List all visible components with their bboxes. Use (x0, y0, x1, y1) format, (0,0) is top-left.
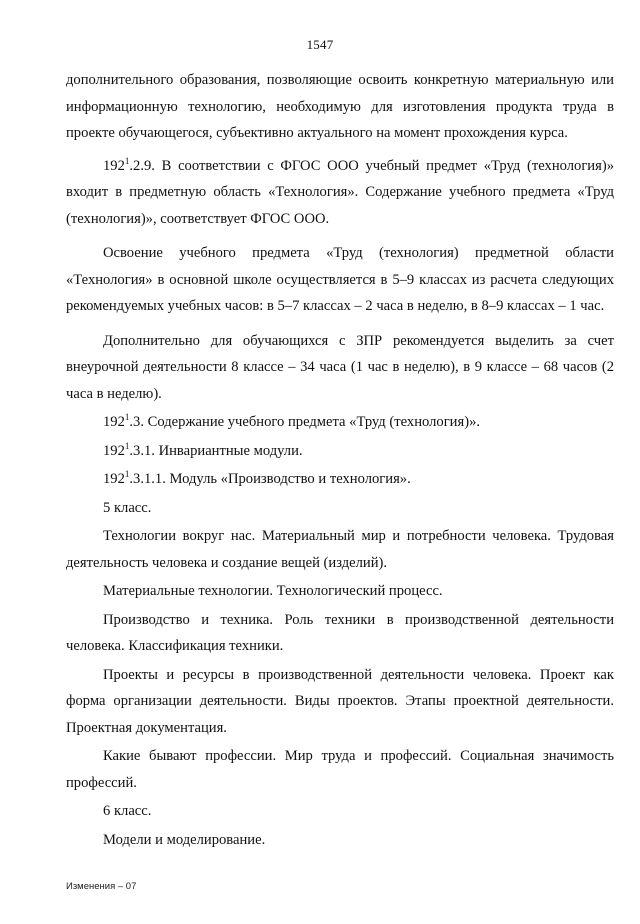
section-superscript: 1 (124, 440, 130, 451)
section-superscript: 1 (124, 155, 130, 166)
section-number: 192 (103, 414, 125, 430)
paragraph-production-and-technique: Производство и техника. Роль техники в производственной деятельности человека. Классификация техники. (66, 611, 614, 654)
paragraph-grade-6: 6 класс. (103, 803, 152, 819)
paragraph-text: .3.1.1. Модуль «Производство и технология». (129, 471, 411, 487)
document-body (66, 67, 614, 853)
page-number: 1547 (306, 37, 334, 52)
section-number: 192 (103, 442, 125, 459)
paragraph-zpr-hours: Дополнительно для обучающихся с ЗПР рекомендуется выделить за счет внеурочной деятельности 8 классе – 34 часа (1 час в неделю), в 9 классе – 68 часов (2 часа в неделю). (66, 332, 614, 402)
footer-note: Изменения – 07 (66, 881, 137, 892)
section-superscript: 1 (124, 412, 130, 422)
paragraph-text: .3.1. Инвариантные модули. (129, 442, 303, 459)
section-number: 192 (103, 471, 125, 487)
paragraph-continuation: дополнительного образования, позволяющие освоить конкретную материальную или информационную технологию, необходимую для изготовления продукта труда в проекте обучающегося, субъективно актуального на момент прохождения курса. (66, 72, 614, 141)
paragraph-section-192-1-3-1 (66, 438, 614, 465)
paragraph-section-192-1-3-1-1 (66, 466, 614, 493)
paragraph-grade-5: 5 класс. (103, 499, 152, 516)
paragraph-text: .2.9. В соответствии с ФГОС ООО учебный предмет «Труд (технология)» входит в предметную область «Технология». Содержание учебного предмета «Труд (технология)», соответствует ФГОС ООО. (66, 157, 614, 227)
paragraph-section-192-1-2-9 (66, 153, 614, 233)
section-superscript: 1 (124, 469, 130, 479)
paragraph-technologies-around-us: Технологии вокруг нас. Материальный мир и потребности человека. Трудовая деятельность человека и создание вещей (изделий). (66, 528, 614, 571)
section-number: 192 (103, 157, 125, 174)
paragraph-models-and-modeling: Модели и моделирование. (103, 831, 266, 848)
paragraph-study-hours: Освоение учебного предмета «Труд (технология) предметной области «Технология» в основной школе осуществляется в 5–9 классах из расчета следующих рекомендуемых учебных часов: в 5–7 классах – 2 часа в неделю, в 8–9 классах – 1 час. (66, 245, 614, 314)
paragraph-section-192-1-3 (66, 409, 614, 436)
paragraph-text: .3. Содержание учебного предмета «Труд (технология)». (129, 414, 481, 430)
paragraph-material-technologies: Материальные технологии. Технологический процесс. (103, 583, 443, 599)
paragraph-projects-and-resources: Проекты и ресурсы в производственной деятельности человека. Проект как форма организации деятельности. Виды проектов. Этапы проектной деятельности. Проектная документация. (66, 666, 614, 736)
paragraph-professions: Какие бывают профессии. Мир труда и профессий. Социальная значимость профессий. (66, 748, 614, 791)
